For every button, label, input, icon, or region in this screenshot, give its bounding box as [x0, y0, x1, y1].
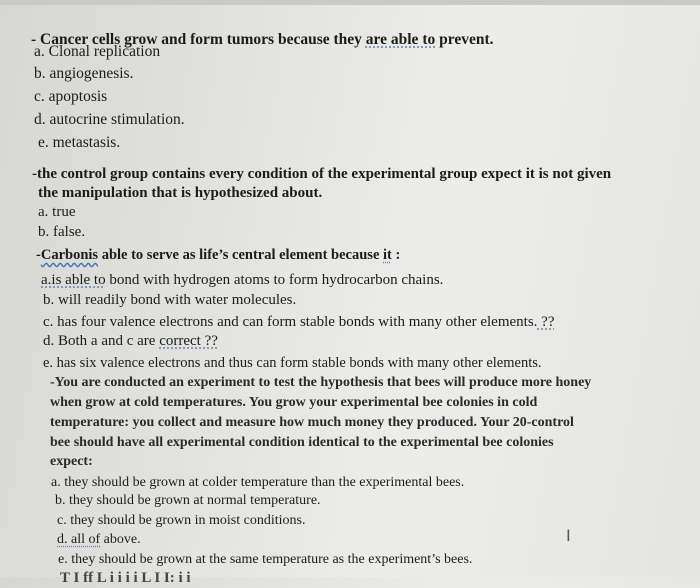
q4-stem-line3: temperature: you collect and measure how much money they produced. Your 20-control: [50, 415, 574, 430]
top-edge: [0, 0, 700, 5]
q3-option-c: c. has four valence electrons and can form stable bonds with many other elements. ??: [43, 314, 555, 330]
q3-stem: -Carbonis able to serve as life’s central element because it :: [36, 247, 401, 263]
text-cursor-icon: I: [566, 526, 571, 545]
q3-option-b: b. will readily bond with water molecules.: [43, 292, 297, 308]
q1-option-e: e. metastasis.: [38, 134, 121, 151]
q4-option-b: b. they should be grown at normal temperature.: [55, 493, 321, 508]
q1-option-d: d. autocrine stimulation.: [34, 111, 185, 128]
q1-stem: - Cancer cells grow and form tumors because they are able to prevent.: [31, 31, 494, 48]
q4-option-e: e. they should be grown at the same temperature as the experiment’s bees.: [58, 552, 473, 567]
q4-stem-line2: when grow at cold temperatures. You grow your experimental bee colonies in cold: [50, 395, 538, 410]
q2-stem-line1: -the control group contains every condition of the experimental group expect it is not given: [32, 166, 612, 182]
q1-option-a: a. Clonal replication: [34, 43, 161, 60]
q1-option-b: b. angiogenesis.: [34, 65, 134, 82]
q2-stem-line2: the manipulation that is hypothesized about.: [38, 185, 323, 201]
q4-stem-line5: expect:: [50, 454, 93, 469]
q2-option-b: b. false.: [38, 224, 86, 240]
q1-option-c: c. apoptosis: [34, 88, 108, 105]
cut-off-line: T I ff L i i i i L I I: i i: [60, 570, 191, 586]
q3-option-d: d. Both a and c are correct ??: [43, 333, 218, 349]
q2-option-a: a. true: [38, 204, 76, 220]
q3-option-a: a.is able to bond with hydrogen atoms to form hydrocarbon chains.: [41, 272, 444, 288]
q4-option-a: a. they should be grown at colder temperature than the experimental bees.: [51, 475, 465, 490]
q3-option-e: e. has six valence electrons and thus can form stable bonds with many other elements.: [43, 355, 542, 371]
q4-stem-line4: bee should have all experimental condition identical to the experimental bee colonies: [50, 435, 554, 450]
q4-option-c: c. they should be grown in moist conditions.: [57, 513, 306, 528]
q4-option-d: d. all of above.: [57, 532, 141, 547]
q4-stem-line1: -You are conducted an experiment to test the hypothesis that bees will produce more honey: [50, 375, 592, 390]
